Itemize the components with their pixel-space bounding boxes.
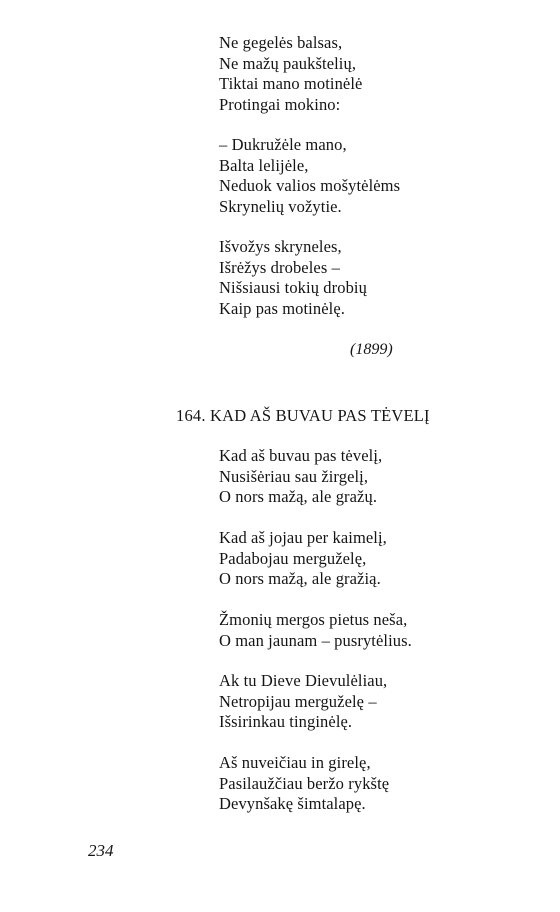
poem-164-stanza-3 [219, 610, 412, 651]
verse-line: Kaip pas motinėlę. [219, 298, 345, 318]
verse-line: Devynšakę šimtalapę. [219, 794, 366, 813]
verse-line: Neduok valios mošytėlėms [219, 176, 401, 195]
verse-line: Išsirinkau tinginėlę. [219, 712, 353, 731]
verse-line: Ne mažų paukštelių, [219, 53, 357, 73]
poem-164-stanza-2 [219, 528, 387, 590]
poem-163-stanza-3 [219, 237, 367, 319]
verse-line: O nors mažą, ale gražų. [219, 487, 378, 506]
poem-163-stanza-2 [219, 135, 400, 217]
poem-164-stanza-4 [219, 671, 387, 733]
verse-line: Padabojau merguželę, [219, 548, 367, 568]
verse-line: Kad aš jojau per kaimelį, [219, 528, 387, 547]
verse-line: Išvožys skryneles, [219, 237, 342, 256]
poem-date: (1899) [350, 341, 393, 358]
verse-line: O man jaunam – pusrytėlius. [219, 630, 412, 650]
verse-line: Skrynelių vožytie. [219, 196, 342, 216]
verse-line: O nors mažą, ale gražią. [219, 569, 381, 588]
verse-line: – Dukružėle mano, [219, 135, 347, 154]
verse-line: Nusišėriau sau žirgelį, [219, 466, 369, 486]
verse-line: Tiktai mano motinėlė [219, 74, 363, 93]
verse-line: Ne gegelės balsas, [219, 33, 343, 52]
verse-line: Netropijau merguželę – [219, 691, 377, 711]
verse-line: Balta lelijėle, [219, 155, 309, 175]
verse-line: Pasilaužčiau beržo rykštę [219, 773, 390, 793]
poem-164-stanza-1 [219, 446, 382, 508]
verse-line: Nišsiausi tokių drobių [219, 278, 367, 297]
verse-line: Ak tu Dieve Dievulėliau, [219, 671, 388, 690]
verse-line: Išrėžys drobeles – [219, 257, 340, 277]
poem-164-heading: 164. KAD AŠ BUVAU PAS TĖVELĮ [176, 406, 430, 425]
verse-line: Aš nuveičiau in girelę, [219, 753, 371, 772]
poem-163-stanza-1 [219, 33, 362, 115]
verse-line: Žmonių mergos pietus neša, [219, 610, 408, 629]
page-number: 234 [88, 841, 114, 860]
poem-164-stanza-5 [219, 753, 389, 815]
verse-line: Protingai mokino: [219, 94, 341, 114]
verse-line: Kad aš buvau pas tėvelį, [219, 446, 383, 465]
